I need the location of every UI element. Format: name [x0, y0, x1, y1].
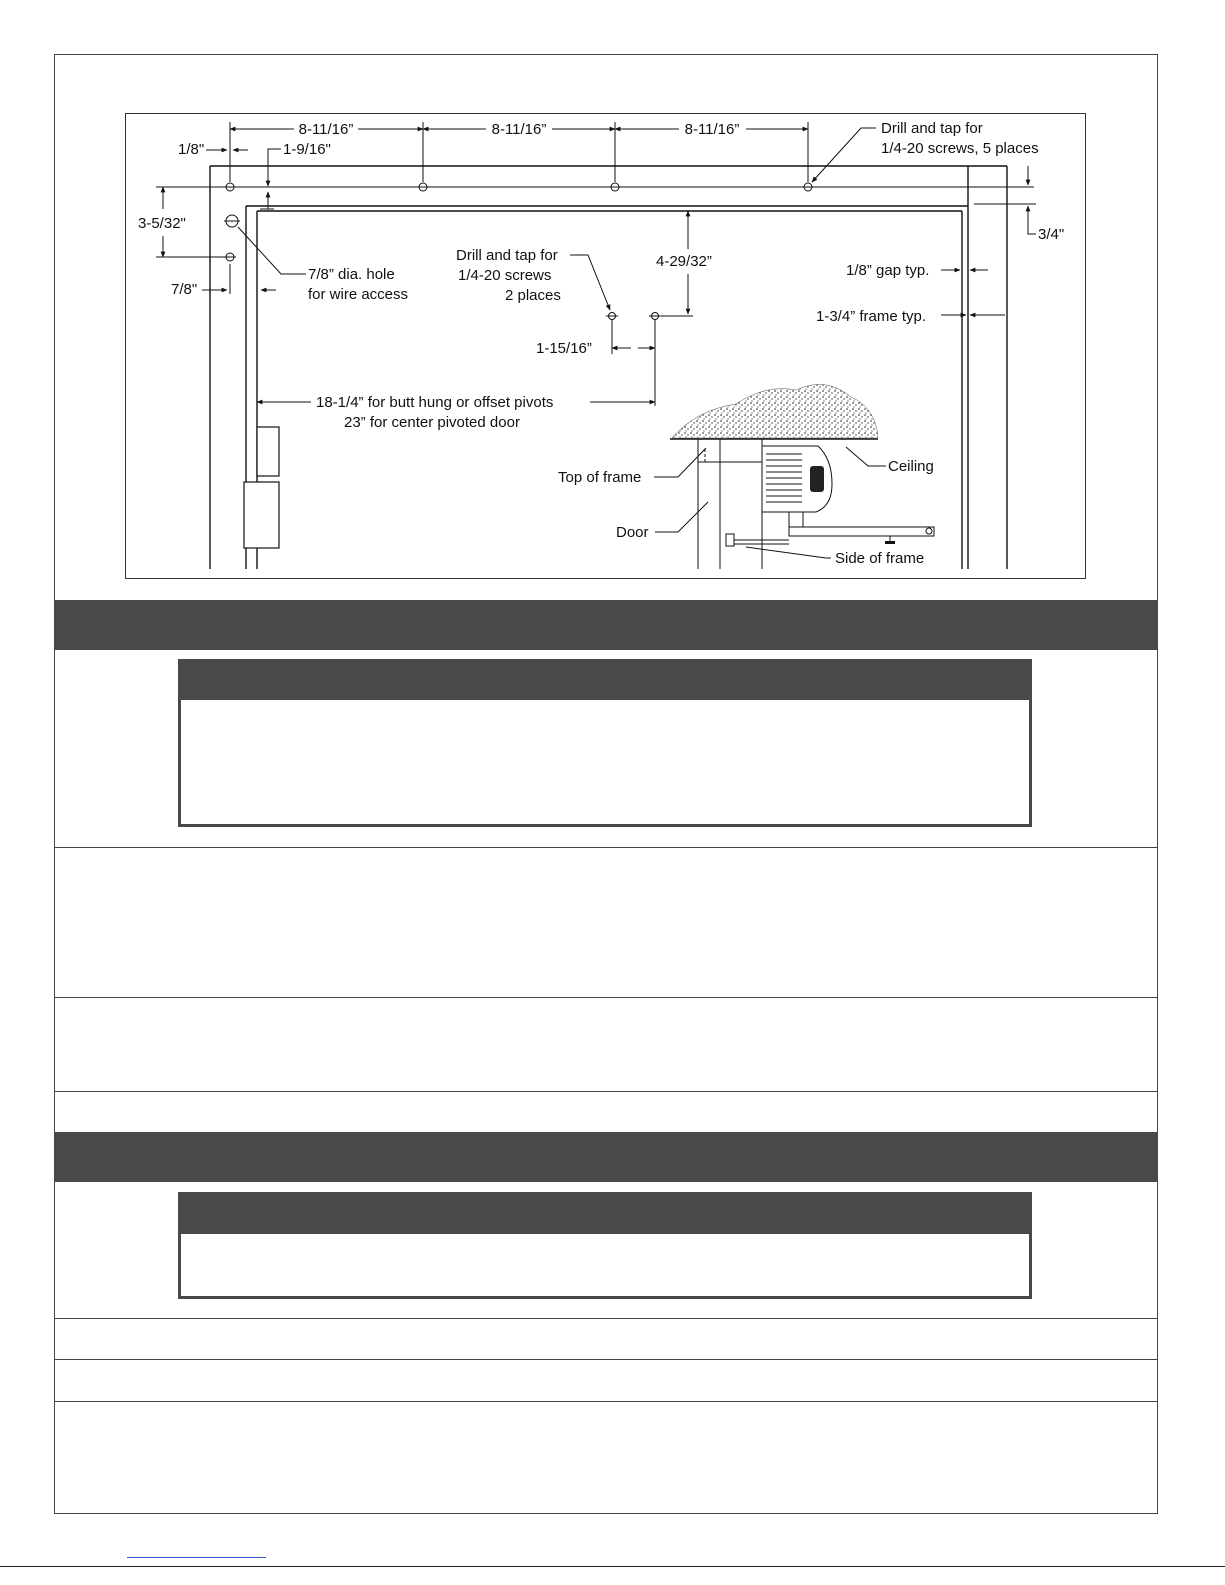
mounting-diagram — [125, 113, 1086, 579]
section-divider — [54, 847, 1158, 848]
ceiling-detail — [670, 384, 934, 569]
dim-seven-eighths: 7/8" — [171, 281, 198, 298]
drill-two-label-1: Drill and tap for — [456, 247, 558, 264]
warning-box-header — [181, 1195, 1029, 1234]
footer-link-underline[interactable] — [127, 1557, 266, 1558]
dim-four-twenty-nine-thirty-seconds: 4-29/32” — [656, 253, 712, 270]
section-divider — [54, 1318, 1158, 1319]
warning-box — [178, 659, 1032, 827]
section-divider — [54, 997, 1158, 998]
section-divider — [54, 1401, 1158, 1402]
footer-rule — [0, 1566, 1225, 1567]
top-of-frame-label: Top of frame — [558, 469, 642, 486]
dim-one-fifteen-sixteenths: 1-15/16” — [536, 340, 592, 357]
drill-five-label-2: 1/4-20 screws, 5 places — [881, 140, 1039, 157]
section-header-band — [54, 1132, 1158, 1182]
dim-top-3: 8-11/16” — [684, 121, 740, 138]
drill-two-label-3: 2 places — [505, 287, 561, 304]
door-frame — [210, 166, 1007, 569]
frame-label: 1-3/4” frame typ. — [816, 308, 927, 325]
dim-top-1: 8-11/16” — [298, 121, 354, 138]
dim-one-eighth: 1/8" — [178, 141, 205, 158]
dim-three-five-thirty-seconds: 3-5/32" — [138, 215, 186, 232]
ceiling-label: Ceiling — [888, 458, 934, 475]
wire-hole-label-1: 7/8” dia. hole — [308, 266, 395, 283]
drill-two-label-2: 1/4-20 screws — [458, 267, 552, 284]
dim-top-2: 8-11/16” — [491, 121, 547, 138]
hinges — [244, 427, 279, 548]
side-of-frame-label: Side of frame — [835, 550, 925, 567]
diagram-svg — [126, 114, 1086, 579]
section-header-band — [54, 600, 1158, 650]
dim-three-quarter: 3/4" — [1038, 226, 1065, 243]
drill-five-label-1: Drill and tap for — [881, 120, 983, 137]
warning-box-header — [181, 662, 1029, 700]
section-divider — [54, 1359, 1158, 1360]
door-label: Door — [616, 524, 649, 541]
warning-box — [178, 1192, 1032, 1299]
gap-label: 1/8” gap typ. — [846, 262, 930, 279]
wire-hole-label-2: for wire access — [308, 286, 409, 303]
offset-label-1: 18-1/4” for butt hung or offset pivots — [316, 394, 554, 411]
dim-one-nine-sixteenths: 1-9/16" — [283, 141, 331, 158]
section-divider — [54, 1091, 1158, 1092]
offset-label-2: 23” for center pivoted door — [344, 414, 520, 431]
